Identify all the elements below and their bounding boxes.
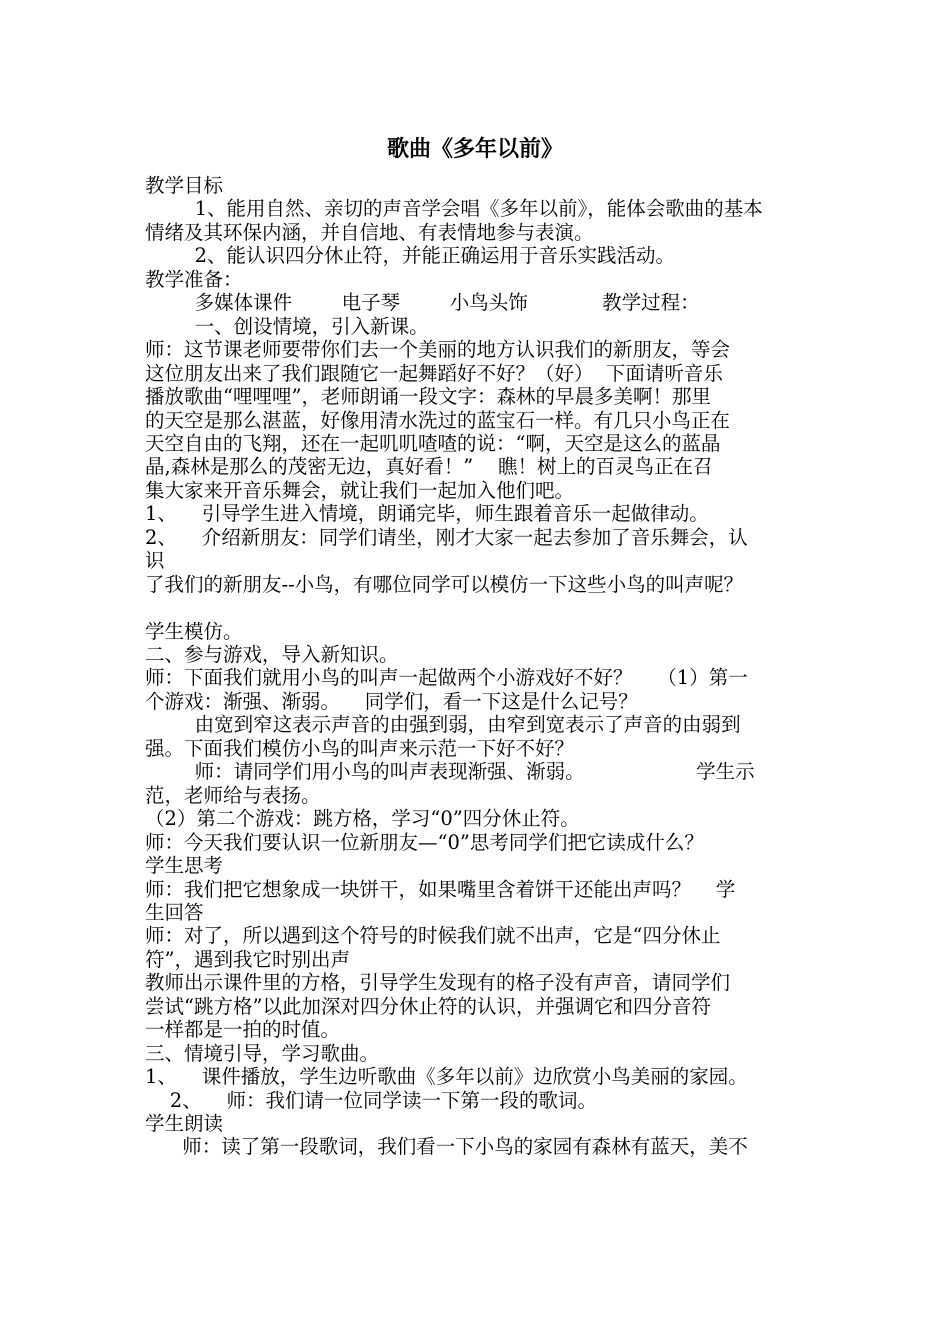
text-line: 教学准备： [145,267,243,291]
text-line: 师：下面我们就用小鸟的叫声一起做两个小游戏好不好？ （1）第一 [145,666,748,690]
text-line: 由宽到窄这表示声音的由强到弱，由窄到宽表示了声音的由弱到 [145,713,741,737]
text-line: 师：请同学们用小鸟的叫声表现渐强、渐弱。 学生示 [145,760,755,784]
text-line: 三、情境引导，学习歌曲。 [145,1041,380,1065]
text-line: 师：读了第一段歌词，我们看一下小鸟的家园有森林有蓝天，美不 [145,1135,748,1159]
text-line: 了我们的新朋友--小鸟，有哪位同学可以模仿一下这些小鸟的叫声呢？ [145,572,744,596]
document-title: 歌曲《多年以前》 [386,136,563,162]
text-line: 晶,森林是那么的茂密无边，真好看！” 瞧！树上的百灵鸟正在召 [145,455,713,479]
text-line: 2、 师：我们请一位同学读一下第一段的歌词。 [145,1088,597,1112]
text-line: 符”，遇到我它时别出声 [145,947,350,971]
text-line: 学生模仿。 [145,619,243,643]
text-line: 识 [145,549,165,573]
text-line: 师：今天我们要认识一位新朋友—“0”思考同学们把它读成什么？ [145,830,704,854]
text-line: 播放歌曲“哩哩哩”，老师朗诵一段文字：森林的早晨多美啊！那里 [145,385,711,409]
text-line: 天空自由的飞翔，还在一起叽叽喳喳的说：“啊，天空是这么的蓝晶 [145,431,721,455]
text-line: 尝试“跳方格”以此加深对四分休止符的认识，并强调它和四分音符 [145,994,711,1018]
text-line: 范，老师给与表扬。 [145,783,321,807]
text-line: 教师出示课件里的方格，引导学生发现有的格子没有声音，请同学们 [145,971,731,995]
text-line: 1、能用自然、亲切的声音学会唱《多年以前》，能体会歌曲的基本 [145,197,763,221]
text-line: 2、能认识四分休止符，并能正确运用于音乐实践活动。 [145,244,675,268]
text-line: 一样都是一拍的时值。 [145,1018,341,1042]
text-line: 师：我们把它想象成一块饼干，如果嘴里含着饼干还能出声吗？ 学 [145,877,736,901]
text-line: 师：这节课老师要带你们去一个美丽的地方认识我们的新朋友，等会 [145,338,731,362]
text-line: 多媒体课件 电子琴 小鸟头饰 教学过程： [145,291,700,315]
text-line: 集大家来开音乐舞会，就让我们一起加入他们吧。 [145,478,575,502]
text-line: 这位朋友出来了我们跟随它一起舞蹈好不好？（好） 下面请听音乐 [145,361,723,385]
text-line: 教学目标 [145,174,224,197]
text-line: 学生朗读 [145,1112,224,1135]
text-line: 个游戏：渐强、渐弱。 同学们，看一下这是什么记号？ [145,689,638,713]
text-line: 生回答 [145,900,204,924]
text-line: 1、 引导学生进入情境，朗诵完毕，师生跟着音乐一起做律动。 [145,502,709,526]
text-line: 师：对了，所以遇到这个符号的时候我们就不出声，它是“四分休止 [145,924,721,948]
text-line: 的天空是那么湛蓝，好像用清水洗过的蓝宝石一样。有几只小鸟正在 [145,408,731,432]
text-line: （2）第二个游戏：跳方格，学习“0”四分休止符。 [145,807,580,831]
text-line: 一、创设情境，引入新课。 [145,314,429,338]
text-line: 情绪及其环保内涵，并自信地、有表情地参与表演。 [145,220,594,244]
text-line: 学生思考 [145,854,224,878]
text-line: 1、 课件播放，学生边听歌曲《多年以前》边欣赏小鸟美丽的家园。 [145,1065,748,1089]
text-line: 强。下面我们模仿小鸟的叫声来示范一下好不好？ [145,736,575,760]
text-line: 2、 介绍新朋友：同学们请坐，刚才大家一起去参加了音乐舞会，认 [145,525,748,549]
text-line: 二、参与游戏，导入新知识。 [145,643,399,666]
